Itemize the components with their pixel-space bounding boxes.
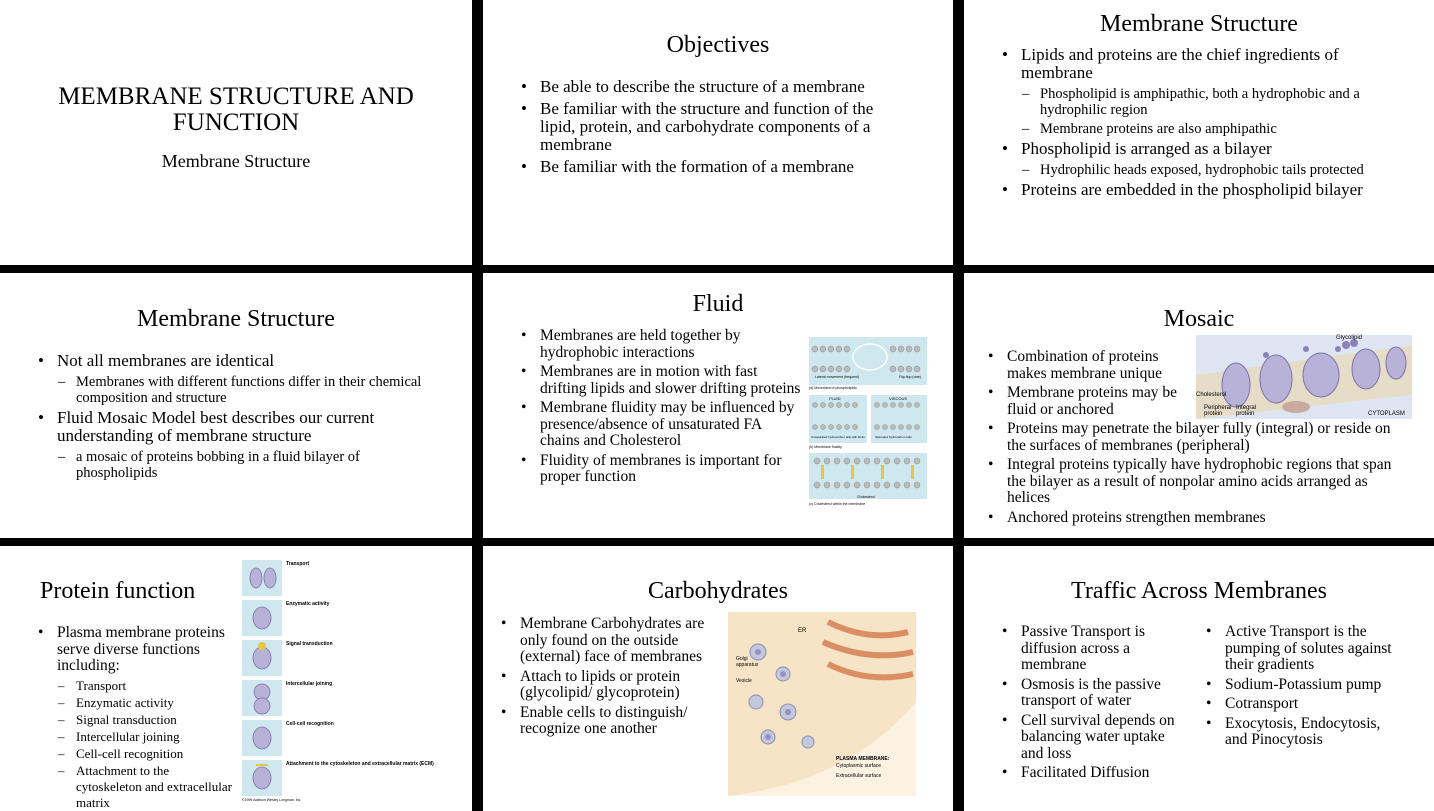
bullet: • Membrane Carbohydrates are only found on the outside (external) face of membranes (501, 616, 721, 666)
slide-fluid[interactable] (483, 273, 953, 538)
bullet: • Lipids and proteins are the chief ingredients of membrane (1002, 46, 1407, 82)
slide-title-heading: Mosaic (1163, 306, 1235, 332)
slide-title-heading: Membrane Structure (137, 306, 335, 332)
fig-label: VISCOUS (889, 396, 908, 401)
fig-label: Saturated hydrocarbon tails (875, 435, 912, 439)
fig-label: Glycolipid (1336, 335, 1363, 341)
slide-title-heading: Protein function (40, 578, 196, 604)
sub-bullet: – Enzymatic activity (58, 695, 238, 711)
bullet: • Osmosis is the passive transport of water (1002, 677, 1190, 710)
bullet: • Fluidity of membranes is important for proper function (521, 453, 801, 486)
bullet: • Facilitated Diffusion (1002, 765, 1190, 782)
bullet: • Passive Transport is diffusion across a membrane (1002, 624, 1190, 674)
fig-caption: Cell-cell recognition (286, 721, 334, 727)
fig-label: CYTOPLASM (1368, 411, 1405, 417)
bullet: • Cotransport (1206, 696, 1406, 713)
bullet: • Be familiar with the structure and function of the lipid, protein, and carbohydrate components of a membrane (521, 100, 901, 154)
fig-label: PLASMA MEMBRANE: (836, 756, 890, 762)
fig-label: (c) Cholesterol within the membrane (809, 502, 866, 506)
bullet: • Proteins may penetrate the bilayer fully (integral) or reside on the surfaces of membranes (peripheral) (988, 421, 1408, 454)
slide-membrane-structure-1[interactable] (964, 0, 1434, 265)
slide-mosaic[interactable] (964, 273, 1434, 538)
fig-caption: Transport (286, 561, 310, 567)
slide-carbohydrates[interactable] (483, 546, 953, 811)
slide-objectives[interactable] (483, 0, 953, 265)
sub-bullet: – Cell-cell recognition (58, 746, 238, 762)
sub-bullet: – Attachment to the cytoskeleton and extracellular matrix (58, 763, 238, 811)
sub-bullet: – Membranes with different functions differ in their chemical composition and structure (58, 374, 433, 406)
sub-bullet: – Membrane proteins are also amphipathic (1022, 121, 1407, 137)
bullet: • Cell survival depends on balancing water uptake and loss (1002, 713, 1190, 763)
slide-protein-function[interactable] (0, 546, 472, 811)
fig-label: Cytoplasmic surface (836, 763, 882, 769)
slide-title-heading: Membrane Structure (1100, 11, 1298, 37)
fig-label: Extracellular surface (836, 773, 882, 779)
fig-label: Cholesterol (857, 495, 875, 499)
fig-label: Lateral movement (frequent) (815, 375, 860, 379)
slide-title-heading: Traffic Across Membranes (1071, 578, 1327, 604)
sub-bullet: – Phospholipid is amphipathic, both a hydrophobic and a hydrophilic region (1022, 86, 1407, 118)
bullet: • Membranes are held together by hydrophobic interactions (521, 328, 801, 361)
protein-function-figure (242, 560, 452, 804)
bullet: • Phospholipid is arranged as a bilayer (1002, 140, 1407, 158)
bullet: • Combination of proteins makes membrane unique (988, 349, 1193, 382)
fig-caption: Enzymatic activity (286, 601, 330, 607)
fluidity-figure (807, 335, 931, 511)
fig-label: Peripheral protein (1204, 405, 1232, 417)
slide-title-heading: Objectives (666, 32, 770, 58)
fig-caption: Attachment to the cytoskeleton and extracellular matrix (ECM) (286, 761, 434, 767)
fluidity-figure-art (807, 335, 931, 511)
fig-caption: Intercellular joining (286, 681, 333, 687)
bullet: • Sodium-Potassium pump (1206, 677, 1406, 694)
bullet: • Proteins are embedded in the phospholipid bilayer (1002, 181, 1407, 199)
bullet: • Membrane fluidity may be influenced by presence/absence of unsaturated FA chains and Cholesterol (521, 400, 801, 450)
bullet: • Be familiar with the formation of a membrane (521, 158, 901, 176)
sub-bullet: – a mosaic of proteins bobbing in a fluid bilayer of phospholipids (58, 449, 433, 481)
fig-label: (b) Membrane fluidity (809, 445, 842, 449)
protein-function-art (242, 560, 286, 798)
bullet: • Anchored proteins strengthen membranes (988, 510, 1408, 527)
fig-label: Cholesterol (1196, 392, 1227, 398)
slide-title[interactable] (0, 0, 472, 265)
fig-label: Vesicle (736, 678, 752, 684)
fig-copyright: ©1999 Addison Wesley Longman, Inc. (242, 798, 302, 802)
bullet: • Not all membranes are identical (38, 352, 433, 370)
bullet: • Membranes are in motion with fast drifting lipids and slower drifting proteins (521, 364, 801, 397)
fig-label: Golgi apparatus (736, 656, 759, 668)
fig-caption: Signal transduction (286, 641, 333, 647)
bullet: • Membrane proteins may be fluid or anchored (988, 385, 1193, 418)
mosaic-figure (1196, 335, 1412, 419)
bullet: • Integral proteins typically have hydrophobic regions that span the bilayer as a result of nonpolar amino acids arranged as helices (988, 457, 1408, 507)
bullet: • Be able to describe the structure of a membrane (521, 78, 901, 96)
fig-label: Flip-flop (rare) (899, 375, 921, 379)
subtitle: Membrane Structure (161, 151, 311, 171)
bullet: • Fluid Mosaic Model best describes our current understanding of membrane structure (38, 409, 433, 445)
bullet: • Plasma membrane proteins serve diverse functions including: (38, 625, 238, 675)
sub-bullet: – Intercellular joining (58, 729, 238, 745)
bullet: • Active Transport is the pumping of solutes against their gradients (1206, 624, 1406, 674)
bullet: • Enable cells to distinguish/ recognize one another (501, 705, 721, 738)
carbohydrate-figure-art (728, 612, 916, 796)
fig-label: Integral protein (1236, 405, 1257, 417)
bullet: • Attach to lipids or protein (glycolipid/ glycoprotein) (501, 669, 721, 702)
carbohydrate-figure (728, 612, 916, 796)
sub-bullet: – Transport (58, 678, 238, 694)
fig-label: (a) Movement of phospholipids (809, 386, 857, 390)
slide-traffic[interactable] (964, 546, 1434, 811)
fig-label: FLUID (829, 396, 841, 401)
slide-title-heading: Fluid (692, 291, 744, 317)
slide-membrane-structure-2[interactable] (0, 273, 472, 538)
sub-bullet: – Hydrophilic heads exposed, hydrophobic tails protected (1022, 162, 1407, 178)
sub-bullet: – Signal transduction (58, 712, 238, 728)
main-title: MEMBRANE STRUCTURE AND FUNCTION (58, 83, 414, 136)
bullet: • Exocytosis, Endocytosis, and Pinocytosis (1206, 716, 1406, 749)
fig-label: ER (798, 628, 807, 634)
fig-label: Unsaturated hydrocarbon tails with kinks (811, 435, 865, 439)
slide-title-heading: Carbohydrates (648, 578, 788, 604)
